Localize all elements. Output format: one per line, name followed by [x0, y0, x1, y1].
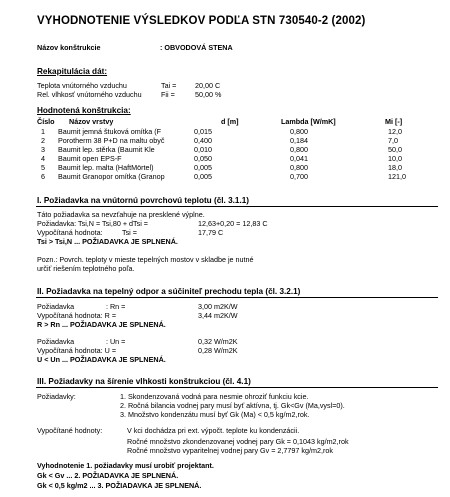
recap-label: Teplota vnútorného vzduchu — [37, 81, 127, 90]
column-header: Mi [-] — [385, 117, 403, 126]
construction-value: : OBVODOVÁ STENA — [160, 43, 233, 52]
construction-label: Názov konštrukcie — [37, 43, 101, 52]
section-3-calc: V kci dochádza pri ext. výpočt. teplote ku kondenzácii. — [127, 426, 300, 435]
table-cell: Porotherm 38 P+D na maltu obyč — [58, 136, 165, 145]
table-cell: 7,0 — [388, 136, 398, 145]
r-calc-value: 3,44 m2K/W — [198, 311, 238, 320]
section-1-calc-value: 17,79 C — [198, 228, 224, 237]
table-cell: 18,0 — [388, 163, 402, 172]
section-1-calc-label: Vypočítaná hodnota: — [37, 228, 103, 237]
section-3-req-label: Požiadavky: — [37, 392, 76, 401]
section-1-req-label: Požiadavka: Tsi,N = Tsi,80 + dTsi = — [37, 219, 148, 228]
table-cell: 5 — [41, 163, 45, 172]
section-1-text: Táto požiadavka sa nevzťahuje na presklené výplne. — [37, 210, 205, 219]
table-cell: 3 — [41, 145, 45, 154]
table-cell: Baumit open EPS-F — [58, 154, 122, 163]
section-1-result: Tsi > Tsi,N ... POŽIADAVKA JE SPLNENÁ. — [37, 237, 178, 246]
u-req-symbol: : Un = — [106, 337, 126, 346]
table-cell: 1 — [41, 127, 45, 136]
section-3-calc: Ročné množstvo zkondenzovanej vodnej pary Gk = 0,1043 kg/m2,rok — [127, 437, 349, 446]
table-cell: 0,041 — [290, 154, 308, 163]
section-2-heading: II. Požiadavka na tepelný odpor a súčiniteľ prechodu tepla (čl. 3.2.1) — [37, 287, 301, 296]
table-cell: 6 — [41, 172, 45, 181]
section-3-req: 2. Ročná bilancia vodnej pary musí byť aktívna, tj. Gk<Gv (Ma,vysl=0). — [120, 401, 345, 410]
divider — [36, 206, 438, 207]
table-cell: 0,800 — [290, 145, 308, 154]
table-cell: 50,0 — [388, 145, 402, 154]
u-req-label: Požiadavka — [37, 337, 75, 346]
section-3-final: Vyhodnotenie 1. požiadavky musí urobiť projektant. — [37, 461, 214, 470]
r-req-label: Požiadavka — [37, 302, 75, 311]
recap-value: 50,00 % — [195, 90, 222, 99]
table-cell: 0,010 — [194, 145, 212, 154]
r-calc-label: Vypočítaná hodnota: R = — [37, 311, 117, 320]
r-req-symbol: : Rn = — [106, 302, 126, 311]
layers-heading: Hodnotená konštrukcia: — [37, 106, 131, 115]
table-cell: 0,400 — [194, 136, 212, 145]
table-cell: 0,800 — [290, 163, 308, 172]
column-header: Lambda [W/mK] — [281, 117, 336, 126]
u-req-value: 0,32 W/m2K — [198, 337, 238, 346]
r-result: R > Rn ... POŽIADAVKA JE SPLNENÁ. — [37, 320, 166, 329]
table-cell: 0,184 — [290, 136, 308, 145]
section-3-calc-label: Vypočítané hodnoty: — [37, 426, 103, 435]
u-result: U < Un ... POŽIADAVKA JE SPLNENÁ. — [37, 355, 166, 364]
section-1-req-value: 12,63+0,20 = 12,83 C — [198, 219, 268, 228]
column-header: d [m] — [221, 117, 239, 126]
table-cell: Baumit lep. stěrka (Baumit Kle — [58, 145, 155, 154]
r-req-value: 3,00 m2K/W — [198, 302, 238, 311]
table-cell: 4 — [41, 154, 45, 163]
section-3-req: 1. Skondenzovaná vodná para nesmie ohroziť funkciu kcie. — [120, 392, 309, 401]
section-3-calc: Ročné množstvo vyparitelnej vodnej pary Gv = 2,7797 kg/m2,rok — [127, 446, 333, 455]
recap-label: Rel. vlhkosť vnútorného vzduchu — [37, 90, 142, 99]
table-cell: Baumit Granopor omítka (Granop — [58, 172, 165, 181]
table-cell: 0,700 — [290, 172, 308, 181]
table-cell: 2 — [41, 136, 45, 145]
divider — [36, 297, 438, 298]
page-title: VYHODNOTENIE VÝSLEDKOV PODĽA STN 730540-2 (2002) — [37, 15, 366, 27]
u-calc-value: 0,28 W/m2K — [198, 346, 238, 355]
table-cell: 0,005 — [194, 163, 212, 172]
table-cell: 0,005 — [194, 172, 212, 181]
section-3-req: 3. Množstvo kondenzátu musí byť Gk (Ma) < 0,5 kg/m2,rok. — [120, 410, 310, 419]
column-header: Číslo — [37, 117, 55, 126]
table-cell: Baumit jemná štuková omítka (F — [58, 127, 162, 136]
divider — [36, 387, 438, 388]
table-cell: 121,0 — [388, 172, 406, 181]
column-header: Názov vrstvy — [69, 117, 114, 126]
section-3-final: Gk < Gv ... 2. POŽIADAVKA JE SPLNENÁ. — [37, 471, 179, 480]
table-cell: 0,015 — [194, 127, 212, 136]
u-calc-label: Vypočítaná hodnota: U = — [37, 346, 117, 355]
section-1-calc-symbol: Tsi = — [122, 228, 137, 237]
table-cell: 0,800 — [290, 127, 308, 136]
recap-symbol: Tai = — [161, 81, 177, 90]
section-1-heading: I. Požiadavka na vnútornú povrchovú teplotu (čl. 3.1.1) — [37, 196, 250, 205]
recap-symbol: Fii = — [161, 90, 175, 99]
section-3-heading: III. Požiadavky na šírenie vlhkosti konštrukciou (čl. 4.1) — [37, 377, 251, 386]
table-cell: 12,0 — [388, 127, 402, 136]
section-1-note: určiť riešením teplotného poľa. — [37, 264, 135, 273]
table-cell: 0,050 — [194, 154, 212, 163]
recap-heading: Rekapitulácia dát: — [37, 67, 108, 76]
table-cell: Baumit lep. malta (HaftMörtel) — [58, 163, 154, 172]
table-cell: 10,0 — [388, 154, 402, 163]
recap-value: 20,00 C — [195, 81, 221, 90]
section-3-final: Gk < 0,5 kg/m2 ... 3. POŽIADAVKA JE SPLNENÁ. — [37, 481, 202, 490]
section-1-note: Pozn.: Povrch. teploty v mieste tepelných mostov v skladbe je nutné — [37, 255, 254, 264]
